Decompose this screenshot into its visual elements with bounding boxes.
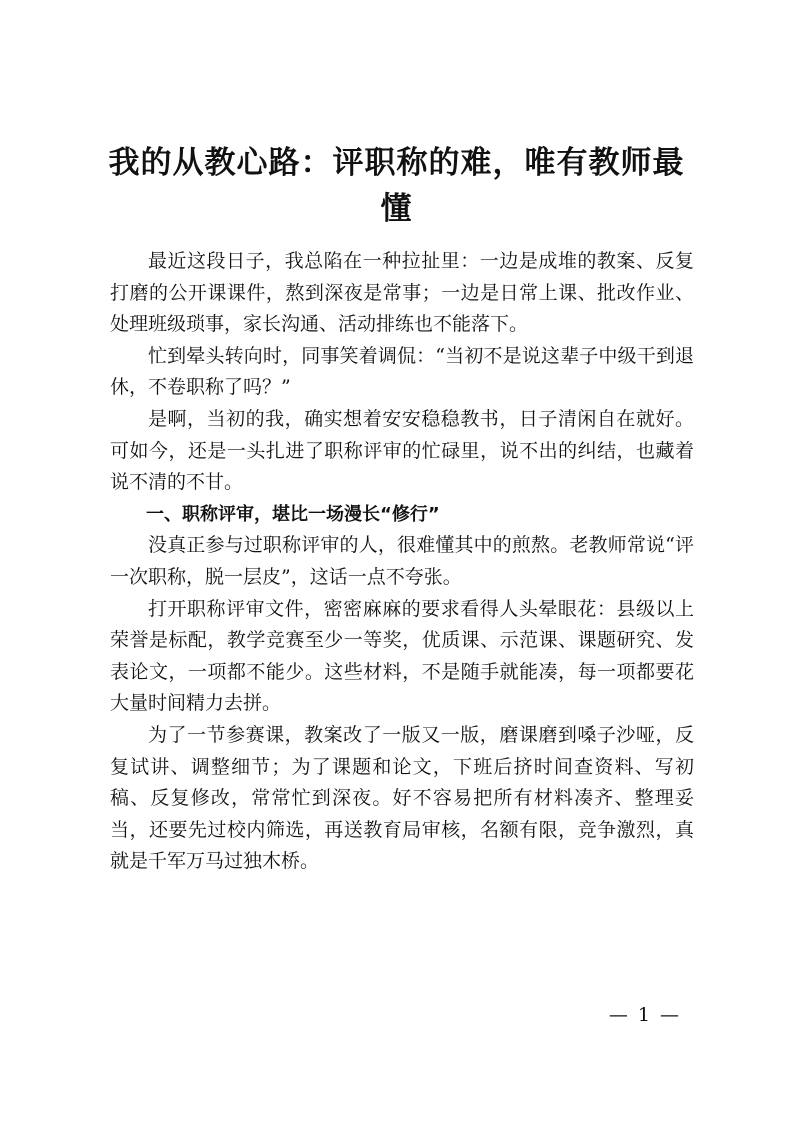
paragraph: 打开职称评审文件，密密麻麻的要求看得人头晕眼花：县级以上荣誉是标配，教学竞赛至少一等奖，优质课、示范课、课题研究、发表论文，一项都不能少。这些材料，不是随手就能凑，每一项都要花大量时间精力去拼。 — [110, 597, 694, 715]
page-number: — 1 — — [608, 1004, 681, 1026]
paragraph: 没真正参与过职称评审的人，很难懂其中的煎熬。老教师常说“评一次职称，脱一层皮”，这话一点不夸张。 — [110, 534, 694, 588]
paragraph: 为了一节参赛课，教案改了一版又一版，磨课磨到嗓子沙哑，反复试讲、调整细节；为了课题和论文，下班后挤时间查资料、写初稿、反复修改，常常忙到深夜。好不容易把所有材料凑齐、整理妥当，还要先过校内筛选，再送教育局审核，名额有限，竞争激烈，真就是千军万马过独木桥。 — [110, 723, 694, 873]
document-title: 我的从教心路：评职称的难，唯有教师最懂 — [108, 145, 685, 227]
paragraph: 是啊，当初的我，确实想着安安稳稳教书，日子清闲自在就好。可如今，还是一头扎进了职称评审的忙碌里，说不出的纠结，也藏着说不清的不甘。 — [110, 407, 694, 494]
section-heading: 一、职称评审，堪比一场漫长“修行” — [146, 503, 440, 525]
document-body — [110, 246, 694, 878]
paragraph: 忙到晕头转向时，同事笑着调侃：“当初不是说这辈子中级干到退休，不卷职称了吗？” — [110, 344, 694, 399]
paragraph: 最近这段日子，我总陷在一种拉扯里：一边是成堆的教案、反复打磨的公开课课件，熬到深夜是常事；一边是日常上课、批改作业、处理班级琐事，家长沟通、活动排练也不能落下。 — [110, 250, 694, 336]
